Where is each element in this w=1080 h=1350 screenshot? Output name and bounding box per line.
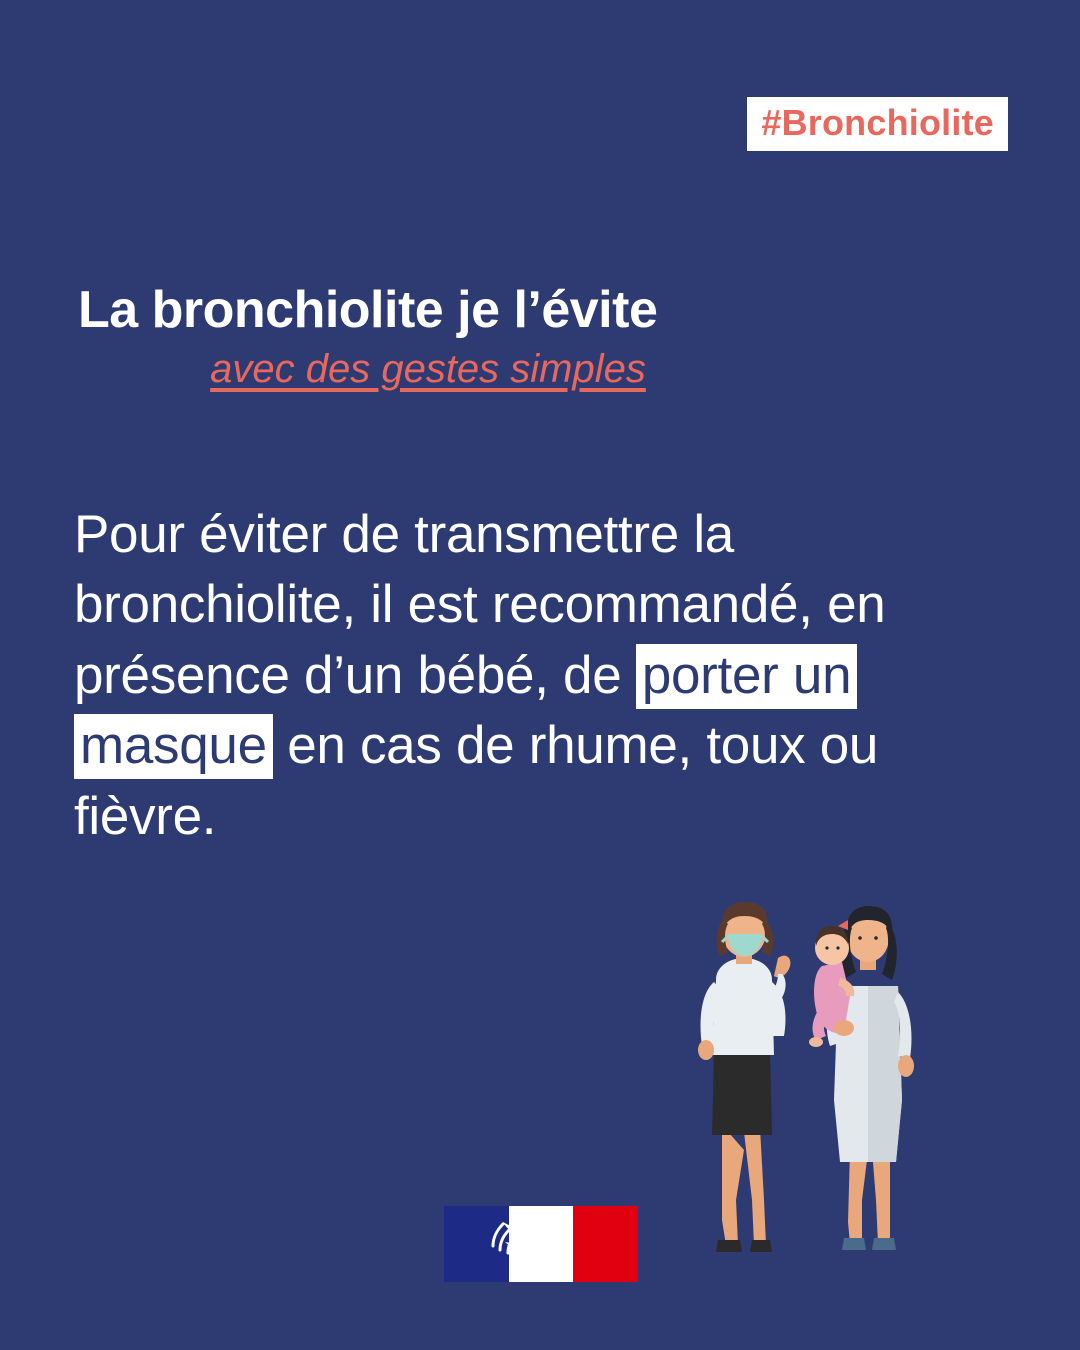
title-block xyxy=(78,283,998,390)
marianne-french-republic-logo xyxy=(444,1206,638,1282)
body-copy xyxy=(74,500,974,852)
woman-with-mask-figure xyxy=(698,902,790,1252)
hashtag-badge: #Bronchiolite xyxy=(747,97,1008,151)
woman-holding-baby-figure xyxy=(809,906,914,1250)
page-subtitle: avec des gestes simples xyxy=(210,346,646,391)
body-line-2: bronchiolite, il est recommandé, xyxy=(74,575,813,635)
page-title: La bronchiolite je l’évite xyxy=(78,281,658,339)
marianne-profile-icon xyxy=(483,1210,587,1278)
body-line-5: rhume, toux ou fièvre. xyxy=(74,716,879,846)
body-line-4: en cas de xyxy=(272,716,515,776)
body-line-3: en présence d’un bébé, de xyxy=(74,575,886,705)
logo-stripe-white xyxy=(509,1206,573,1282)
body-highlight: porter un masque xyxy=(74,644,857,779)
body-line-1: Pour éviter de transmettre la xyxy=(74,505,734,564)
two-women-with-baby-illustration xyxy=(660,900,990,1270)
